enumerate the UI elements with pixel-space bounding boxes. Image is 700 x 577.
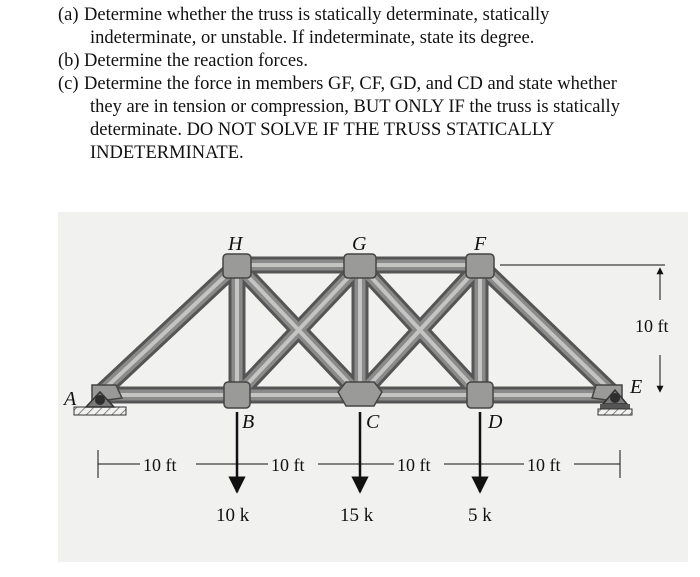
part-c-line-3: determinate. DO NOT SOLVE IF THE TRUSS STATICALLY	[90, 120, 555, 140]
part-a-line-2: indeterminate, or unstable. If indeterminate, state its degree.	[90, 28, 535, 48]
label-D: D	[488, 411, 503, 433]
gusset-G	[344, 254, 376, 278]
span-label-4: 10 ft	[527, 455, 561, 475]
label-B: B	[242, 411, 255, 433]
part-a	[58, 4, 668, 50]
gusset-F	[466, 254, 494, 278]
load-label-D: 5 k	[468, 505, 492, 526]
truss-diagram	[58, 212, 688, 562]
label-E: E	[630, 376, 643, 398]
gusset-H	[223, 254, 251, 278]
part-c-line-2: they are in tension or compression, BUT ONLY IF the truss is statically	[90, 97, 620, 117]
load-label-C: 15 k	[340, 505, 374, 526]
part-c	[58, 73, 668, 165]
part-a-tag: (a)	[58, 5, 79, 25]
truss-figure	[58, 212, 688, 562]
part-c-tag: (c)	[58, 74, 79, 94]
load-label-B: 10 k	[216, 505, 250, 526]
part-a-line-1: Determine whether the truss is statically determinate, statically	[84, 5, 550, 25]
problem-statement	[58, 4, 668, 165]
label-C: C	[366, 411, 380, 433]
part-c-line-4: INDETERMINATE.	[90, 143, 244, 163]
load-labels	[216, 505, 492, 526]
label-H: H	[228, 233, 243, 255]
load-arrows	[237, 412, 480, 492]
part-b-line-1: Determine the reaction forces.	[84, 51, 308, 71]
gusset-C	[338, 382, 382, 406]
label-A: A	[64, 388, 77, 410]
span-labels	[143, 455, 561, 475]
span-label-2: 10 ft	[271, 455, 305, 475]
part-c-line-1: Determine the force in members GF, CF, GD, and CD and state whether	[84, 74, 617, 94]
height-label: 10 ft	[635, 316, 669, 336]
gusset-B	[224, 382, 250, 408]
span-label-3: 10 ft	[397, 455, 431, 475]
span-label-1: 10 ft	[143, 455, 177, 475]
truss-members	[98, 265, 615, 395]
part-b-tag: (b)	[58, 51, 80, 71]
label-F: F	[474, 233, 487, 255]
part-b	[58, 50, 668, 73]
label-G: G	[352, 233, 367, 255]
gusset-D	[467, 382, 493, 408]
